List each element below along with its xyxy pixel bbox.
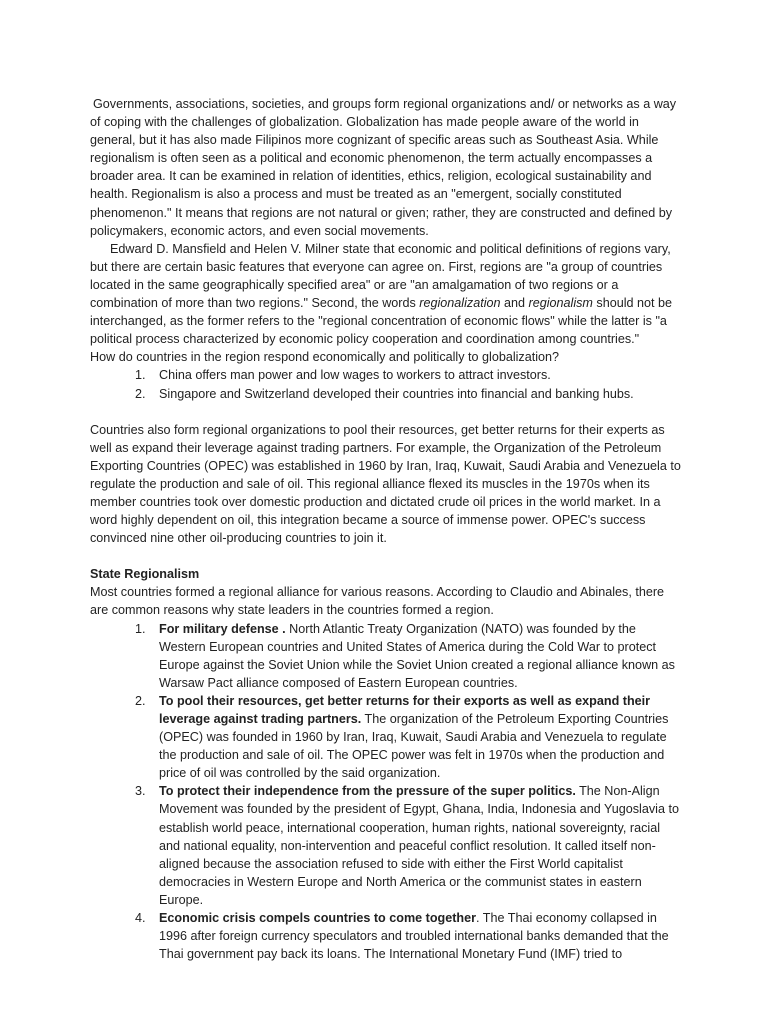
reason-title: To protect their independence from the pressure of the super politics.	[159, 784, 576, 799]
list-item	[90, 385, 682, 403]
paragraph-spacer	[90, 403, 682, 421]
list-item	[90, 909, 682, 963]
document-page	[90, 95, 682, 963]
list-number: 4 .	[135, 909, 146, 927]
reason-title: For military defense .	[159, 621, 286, 636]
answer-list	[90, 366, 682, 402]
question-text: How do countries in the region respond economically and politically to globalization?	[90, 350, 560, 365]
list-number: 2 .	[135, 692, 146, 710]
term-regionalism: regionalism	[528, 296, 593, 311]
list-item	[90, 620, 682, 692]
intro-paragraph: Governments, associations, societies, and groups form regional organizations and/ or networks as a way of coping with the challenges of globalization. Globalization has made people aware of the world in general, but it has also made Filipinos more cognizant of specific areas such as Southeast Asia. While regionalism is often seen as a political and economic phenomenon, the term actually encompasses a broader area. It can be examined in relation of identities, ethics, religion, ecological sustainability and health. Regionalism is also a process and must be treated as an "emergent, socially constituted phenomenon." It means that regions are not natural or given; rather, they are constructed and defined by policymakers, economic actors, and even social movements.	[90, 97, 677, 238]
reason-text: The organization of the Petroleum Exporting Countries (OPEC) was founded in 1960 by Iran, Iraq, Kuwait, Saudi Arabia and Venezuela to regulate the production and sale of oil. The OPEC power was felt in 1970s when the production and price of oil was controlled by the said organization.	[159, 712, 669, 781]
reason-text: . The Thai economy collapsed in 1996 after foreign currency speculators and troubled international banks demanded that the Thai government pay back its loans. The International Monetary Fund (IMF) tried to	[159, 911, 669, 962]
section-intro: Most countries formed a regional alliance for various reasons. According to Claudio and Abinales, there are common reasons why state leaders in the countries formed a region.	[90, 585, 665, 618]
list-number: 1 .	[135, 620, 146, 638]
reason-text: North Atlantic Treaty Organization (NATO) was founded by the Western European countries and United States of America during the Cold War to protect Europe against the Soviet Union while the Soviet Union created a regional alliance known as Warsaw Pact alliance composed of Eastern European countries.	[159, 621, 675, 690]
list-number: 3 .	[135, 782, 146, 800]
list-item-text: China offers man power and low wages to workers to attract investors.	[159, 368, 551, 383]
definition-text-a: Edward D. Mansfield and Helen V. Milner state that economic and political definitions of regions vary, but there are certain basic features that everyone can agree on. First, regions are "a group of countries located in the same geographically specified area" or are "an amalgamation of two regions or a combination of more than two regions." Second, the words	[90, 241, 671, 311]
reason-text: The Non-Align Movement was founded by the president of Egypt, Ghana, India, Indonesia and Yugoslavia to establish world peace, international cooperation, human rights, national sovereignty, racial and national equality, non-intervention and peaceful conflict resolution. It called itself non-aligned because the association refused to side with either the First World capitalist democracies in Western Europe and North America or the communist states in eastern Europe.	[159, 784, 679, 907]
reason-title: To pool their resources, get better returns for their exports as well as expand their leverage against trading partners.	[159, 693, 651, 726]
definition-text-b: should not be interchanged, as the former refers to the "regional concentration of economic flows" while the latter is "a political process characterized by economic policy cooperation and coordination among countries."	[90, 296, 673, 347]
reasons-list	[90, 620, 682, 964]
definition-text-and: and	[500, 296, 529, 311]
opec-paragraph: Countries also form regional organizations to pool their resources, get better returns for their experts as well as expand their leverage against trading partners. For example, the Organization of the Petroleum Exporting Countries (OPEC) was established in 1960 by Iran, Iraq, Kuwait, Saudi Arabia and Venezuela to regulate the production and sale of oil. This regional alliance flexed its muscles in the 1970s when its member countries took over domestic production and dictated crude oil prices in the world market. In a word highly dependent on oil, this integration became a source of immense power. OPEC's success convinced nine other oil-producing countries to join it.	[90, 422, 681, 546]
list-item	[90, 692, 682, 782]
list-item-text: Singapore and Switzerland developed their countries into financial and banking hubs.	[159, 386, 634, 401]
paragraph-spacer	[90, 547, 682, 565]
definition-paragraph	[90, 240, 682, 349]
list-item	[90, 782, 682, 909]
list-number: 1 .	[135, 366, 146, 384]
list-number: 2 .	[135, 385, 146, 403]
list-item	[90, 366, 682, 384]
term-regionalization: regionalization	[419, 296, 501, 311]
reason-title: Economic crisis compels countries to come together	[159, 911, 477, 926]
section-heading: State Regionalism	[90, 567, 200, 582]
